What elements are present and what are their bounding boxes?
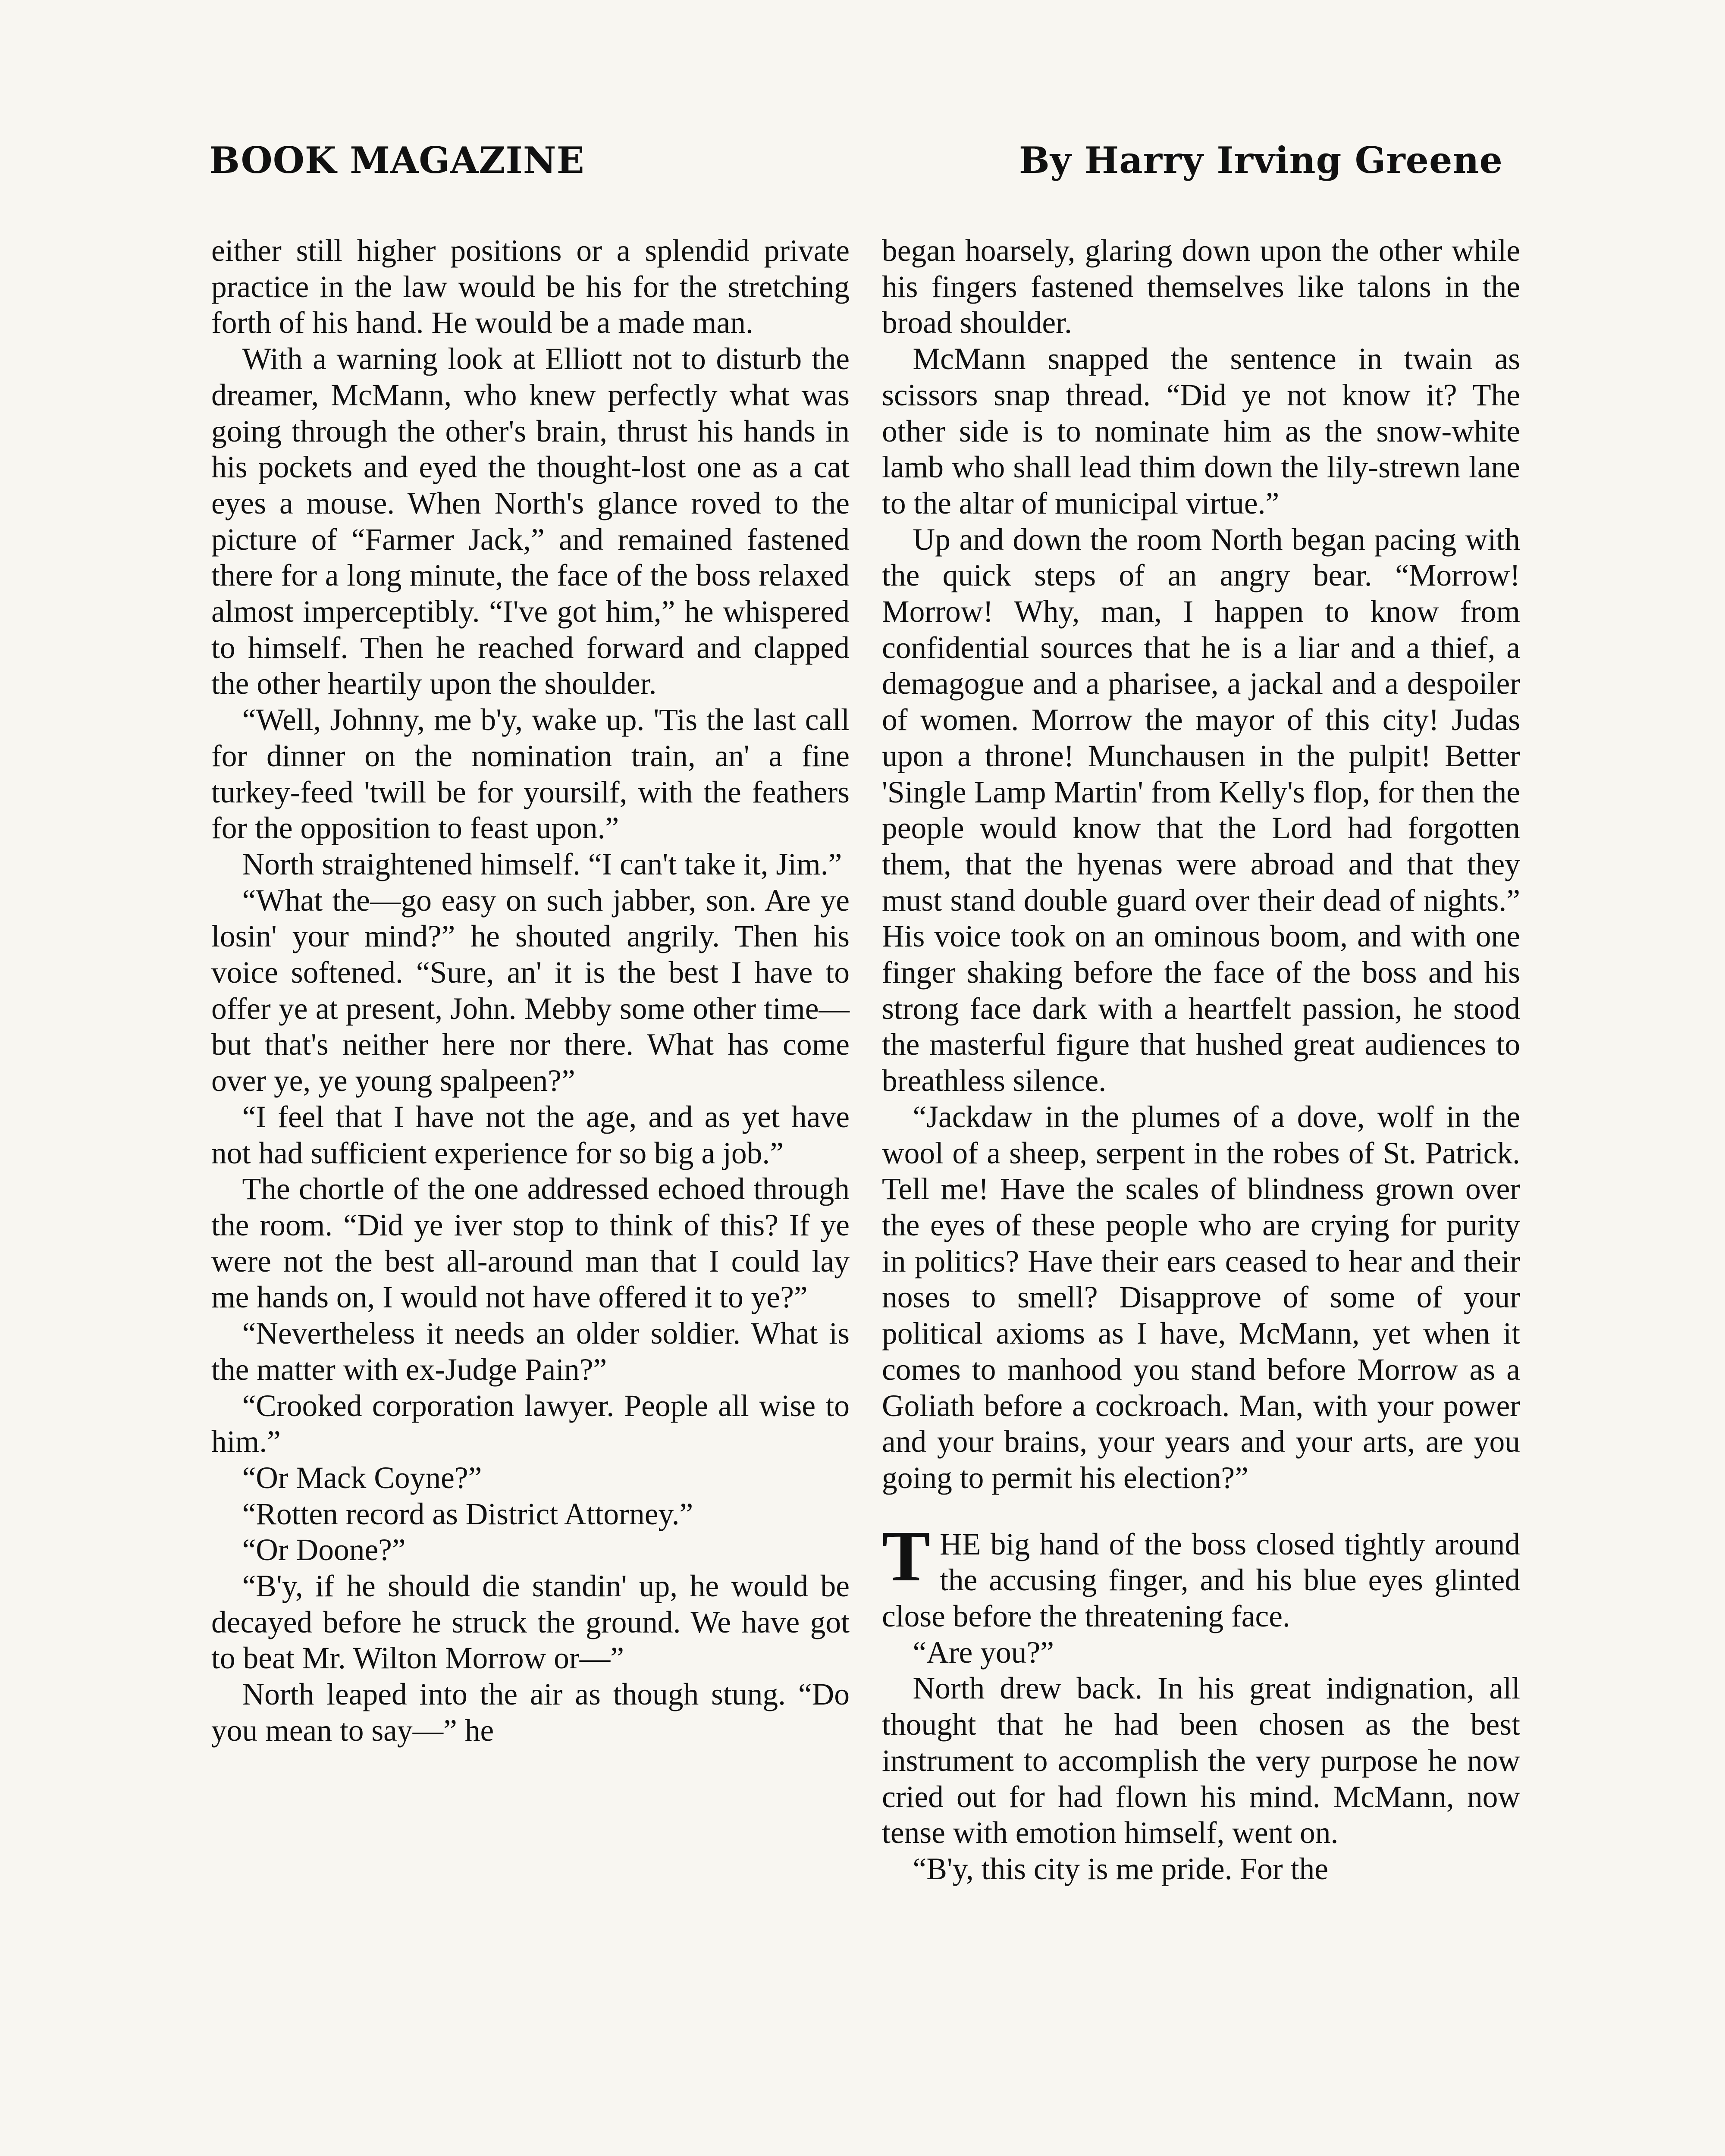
paragraph: “Crooked corporation lawyer. People all wise to him.”	[211, 1388, 850, 1459]
paragraph: “B'y, this city is me pride. For the	[913, 1852, 1328, 1886]
running-head-author: By Harry Irving Greene	[1019, 139, 1503, 182]
paragraph: “B'y, if he should die standin' up, he would be decayed before he struck the ground. We have got to beat Mr. Wilton Morrow or—”	[211, 1569, 850, 1676]
paragraph: “Jackdaw in the plumes of a dove, wolf in the wool of a sheep, serpent in the robes of St. Patrick. Tell me! Have the scales of blindness grown over the eyes of these people who are crying for purity in politics? Have their ears ceased to hear and their noses to smell? Disapprove of some of your political axioms as I have, McMann, yet when it comes to manhood you stand before Morrow as a Goliath before a cockroach. Man, with your power and your brains, your years and your arts, are you going to permit his election?”	[882, 1100, 1520, 1495]
section-opening-paragraph	[882, 1516, 1520, 1635]
paragraph: “Rotten record as District Attorney.”	[242, 1497, 693, 1531]
paragraph: North leaped into the air as though stung. “Do you mean to say—” he	[211, 1677, 850, 1748]
left-column	[211, 233, 850, 1749]
paragraph: The chortle of the one addressed echoed through the room. “Did ye iver stop to think of this? If ye were not the best all-around man that I could lay me hands on, I would not have offered it to ye?”	[211, 1172, 850, 1315]
paragraph: Up and down the room North began pacing with the quick steps of an angry bear. “Morrow! Morrow! Why, man, I happen to know from confidential sources that he is a liar and a thief, a demagogue and a pharisee, a jackal and a despoiler of women. Morrow the mayor of this city! Judas upon a throne! Munchausen in the pulpit! Better 'Single Lamp Martin' from Kelly's flop, for then the people would know that the Lord had forgotten them, that the hyenas were abroad and that they must stand double guard over their dead of nights.” His voice took on an ominous boom, and with one finger shaking before the face of the boss and his strong face dark with a heartfelt passion, he stood the masterful figure that hushed great audiences to breathless silence.	[882, 522, 1520, 1098]
paragraph: “Are you?”	[913, 1635, 1054, 1670]
running-head-magazine: BOOK MAGAZINE	[209, 139, 585, 182]
paragraph: “Well, Johnny, me b'y, wake up. 'Tis the last call for dinner on the nomination train, an' a fine turkey-feed 'twill be for yoursilf, with the feathers for the opposition to feast upon.”	[211, 703, 850, 846]
paragraph: “Or Doone?”	[242, 1533, 406, 1567]
drop-cap-paragraph-text: HE big hand of the boss closed tightly around the accusing finger, and his blue eyes glinted close before the threatening face.	[882, 1527, 1520, 1634]
paragraph: McMann snapped the sentence in twain as scissors snap thread. “Did ye not know it? The other side is to nominate him as the snow-white lamb who shall lead thim down the lily-strewn lane to the altar of municipal virtue.”	[882, 342, 1520, 520]
paragraph: “Nevertheless it needs an older soldier. What is the matter with ex-Judge Pain?”	[211, 1316, 850, 1387]
drop-cap: T	[882, 1516, 931, 1596]
paragraph: North straightened himself. “I can't take it, Jim.”	[242, 847, 842, 881]
paragraph: “What the—go easy on such jabber, son. Are ye losin' your mind?” he shouted angrily. Then his voice softened. “Sure, an' it is the best I have to offer ye at present, John. Mebby some other time—but that's neither here nor there. What has come over ye, ye young spalpeen?”	[211, 883, 850, 1098]
paragraph: began hoarsely, glaring down upon the other while his fingers fastened themselves like talons in the broad shoulder.	[882, 234, 1520, 340]
paragraph: “I feel that I have not the age, and as yet have not had sufficient experience for so big a job.”	[211, 1100, 850, 1170]
paragraph: “Or Mack Coyne?”	[242, 1460, 482, 1495]
paragraph: either still higher positions or a splendid private practice in the law would be his for the stretching forth of his hand. He would be a made man.	[211, 234, 850, 340]
right-column	[882, 233, 1520, 1887]
paragraph: North drew back. In his great indignation, all thought that he had been chosen as the best instrument to accomplish the very purpose he now cried out for had flown his mind. McMann, now tense with emotion himself, went on.	[882, 1671, 1520, 1850]
paragraph: With a warning look at Elliott not to disturb the dreamer, McMann, who knew perfectly what was going through the other's brain, thrust his hands in his pockets and eyed the thought-lost one as a cat eyes a mouse. When North's glance roved to the picture of “Farmer Jack,” and remained fastened there for a long minute, the face of the boss relaxed almost imperceptibly. “I've got him,” he whispered to himself. Then he reached forward and clapped the other heartily upon the shoulder.	[211, 342, 850, 701]
